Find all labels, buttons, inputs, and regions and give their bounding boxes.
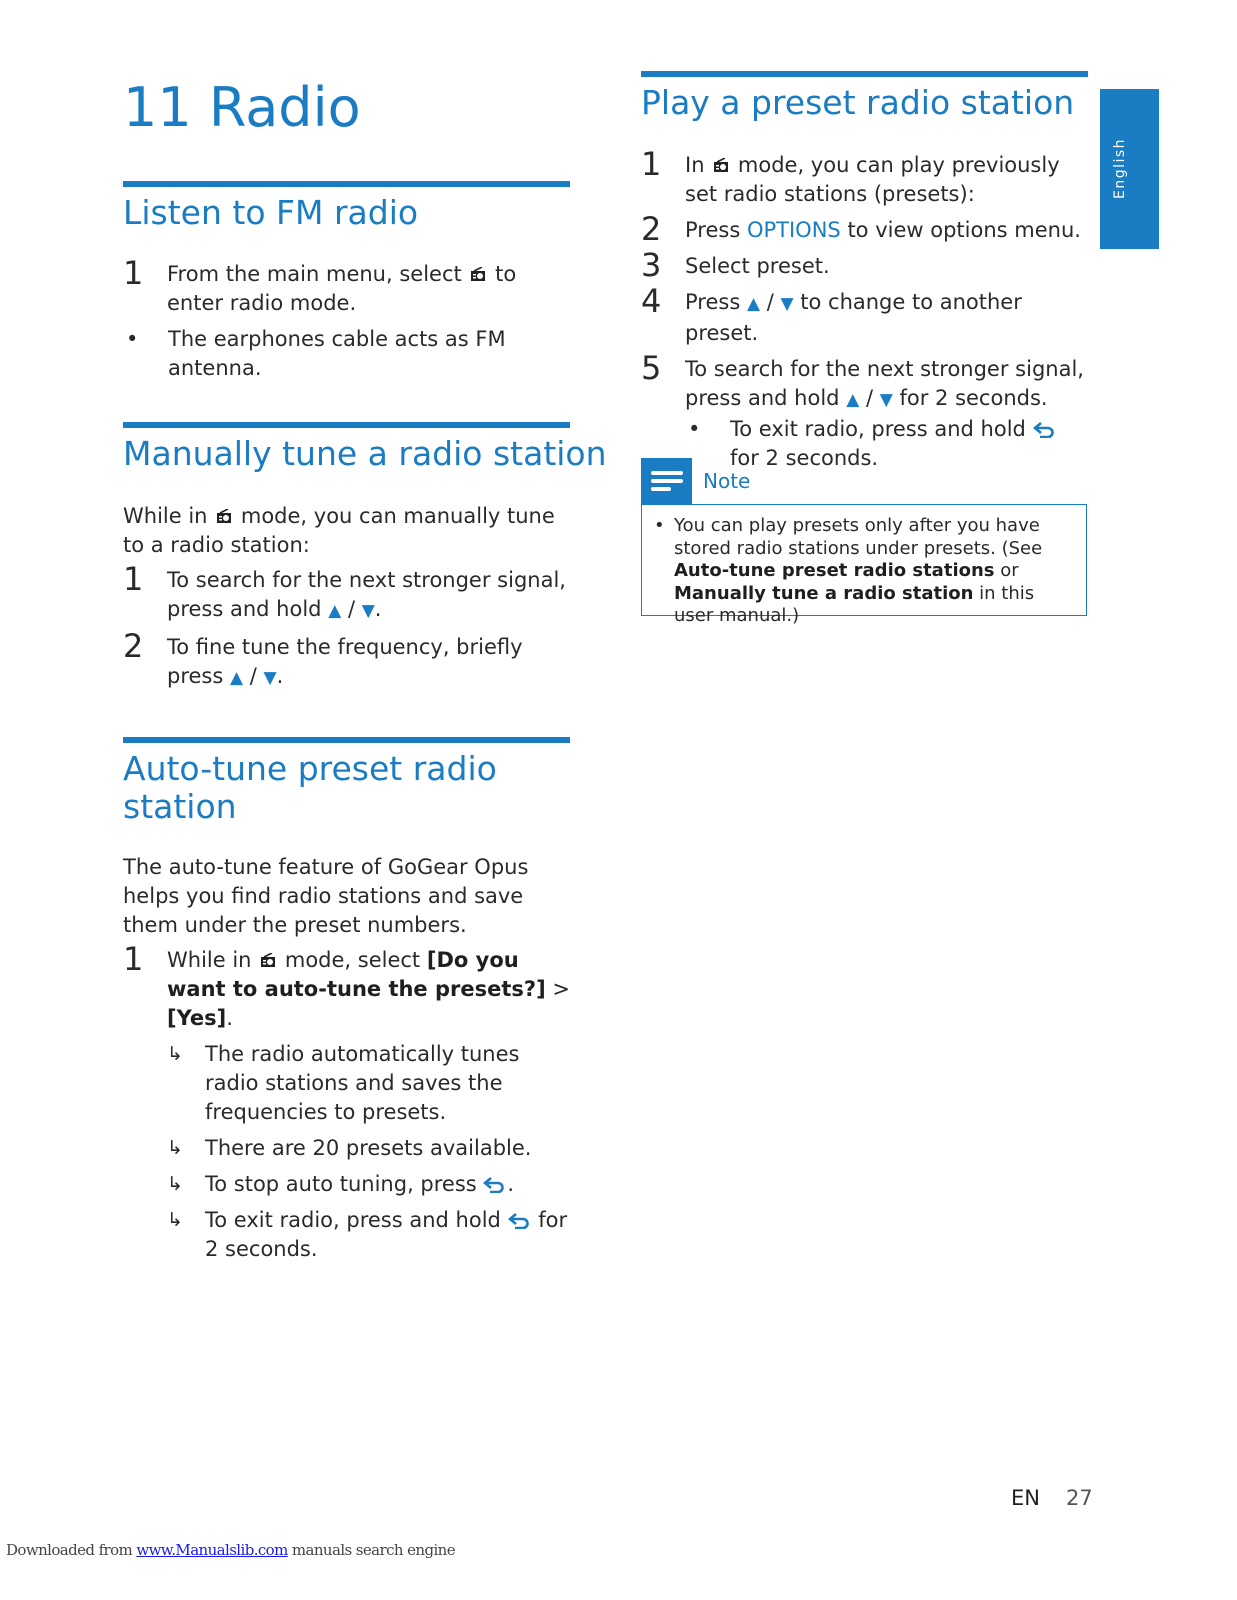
back-icon: [508, 1211, 532, 1229]
radio-icon: [713, 158, 729, 173]
note-label: Note: [703, 469, 751, 493]
page-number: 27: [1066, 1486, 1093, 1510]
up-arrow-icon: ▲: [230, 668, 244, 688]
back-icon: [1033, 420, 1057, 438]
back-icon: [483, 1175, 507, 1193]
step: 1 To search for the next stronger signal, press and hold ▲ / ▼.: [123, 560, 566, 621]
radio-icon: [216, 509, 232, 524]
result-item: ↳ There are 20 presets available.: [167, 1134, 573, 1163]
section-rule: [123, 422, 570, 428]
section-rule: [641, 71, 1088, 77]
result-list: [123, 1040, 573, 1264]
step: 2 Press OPTIONS to view options menu.: [641, 210, 1081, 248]
up-arrow-icon: ▲: [846, 390, 860, 410]
step-number: 3: [641, 246, 662, 284]
step: 3 Select preset.: [641, 246, 830, 284]
section-rule: [123, 181, 570, 187]
footer-language: EN: [1011, 1486, 1040, 1510]
preset-steps: [641, 145, 1091, 480]
step: 1 From the main menu, select to enter radio mode.: [123, 254, 517, 315]
up-arrow-icon: ▲: [328, 601, 342, 621]
down-arrow-icon: ▼: [879, 390, 893, 410]
language-tab-label: English: [1112, 137, 1128, 199]
up-arrow-icon: ▲: [746, 294, 761, 314]
language-tab: [1100, 89, 1159, 249]
section-title-preset: Play a preset radio station: [641, 83, 1075, 122]
down-arrow-icon: ▼: [361, 601, 375, 621]
step-number: 2: [123, 627, 144, 665]
note-icon: [641, 458, 692, 504]
section-rule: [123, 737, 570, 743]
sub-bullet: • To exit radio, press and hold for 2 seconds.: [685, 415, 1091, 473]
manualslib-link[interactable]: www.Manualslib.com: [136, 1541, 288, 1559]
step-number: 1: [641, 145, 662, 183]
result-item: ↳ To exit radio, press and hold for 2 seconds.: [167, 1208, 568, 1261]
step: 5 To search for the next stronger signal, press and hold ▲ / ▼ for 2 seconds. • To exit radio, press and hold for 2 seconds.: [641, 355, 1091, 473]
result-arrow-icon: ↳: [167, 1173, 183, 1195]
note-text: • You can play presets only after you have stored radio stations under presets. (See Auto-tune preset radio stations or Manually tune a radio station in this user manual.): [654, 515, 1043, 626]
note-reference: Manually tune a radio station: [674, 582, 974, 604]
sub-bullet: • The earphones cable acts as FM antenna.: [126, 327, 506, 380]
auto-intro: The auto-tune feature of GoGear Opus helps you find radio stations and save them under the preset numbers.: [123, 855, 529, 937]
section-title-auto: Auto-tune preset radio station: [123, 749, 497, 826]
auto-steps: [123, 853, 573, 1271]
result-arrow-icon: ↳: [167, 1209, 183, 1231]
chapter-title: 11 Radio: [123, 76, 361, 139]
radio-icon: [260, 953, 276, 968]
down-arrow-icon: ▼: [263, 668, 277, 688]
manual-intro: While in mode, you can manually tune to a radio station:: [123, 504, 555, 557]
note-lines-icon: [641, 458, 692, 504]
result-arrow-icon: ↳: [167, 1043, 183, 1065]
manual-steps: [123, 502, 573, 700]
step-number: 1: [123, 560, 144, 598]
menu-option: [Yes]: [167, 1006, 227, 1030]
step-number: 2: [641, 210, 662, 248]
step: 4 Press ▲ / ▼ to change to another preset.: [641, 282, 1022, 345]
menu-option: [Do you want to auto-tune the presets?]: [167, 948, 546, 1001]
download-credit: Downloaded from www.Manualslib.com manuals search engine: [6, 1541, 455, 1559]
step-number: 5: [641, 349, 662, 387]
result-item: ↳ To stop auto tuning, press .: [167, 1170, 573, 1199]
step-number: 1: [123, 254, 144, 292]
note-reference: Auto-tune preset radio stations: [674, 560, 995, 581]
result-arrow-icon: ↳: [167, 1137, 183, 1159]
step: 1 While in mode, select [Do you want to auto-tune the presets?] > [Yes].: [123, 940, 570, 1030]
step-number: 4: [641, 282, 662, 320]
radio-icon: [470, 267, 486, 282]
down-arrow-icon: ▼: [780, 294, 794, 314]
section-title-listen: Listen to FM radio: [123, 193, 419, 232]
result-item: ↳ The radio automatically tunes radio stations and saves the frequencies to presets.: [167, 1042, 520, 1124]
step: 2 To fine tune the frequency, briefly press ▲ / ▼.: [123, 627, 523, 688]
section-title-manual: Manually tune a radio station: [123, 434, 607, 473]
options-key: OPTIONS: [746, 218, 841, 242]
listen-steps: [123, 254, 573, 383]
step: 1 In mode, you can play previously set radio stations (presets):: [641, 145, 1060, 206]
step-number: 1: [123, 940, 144, 978]
